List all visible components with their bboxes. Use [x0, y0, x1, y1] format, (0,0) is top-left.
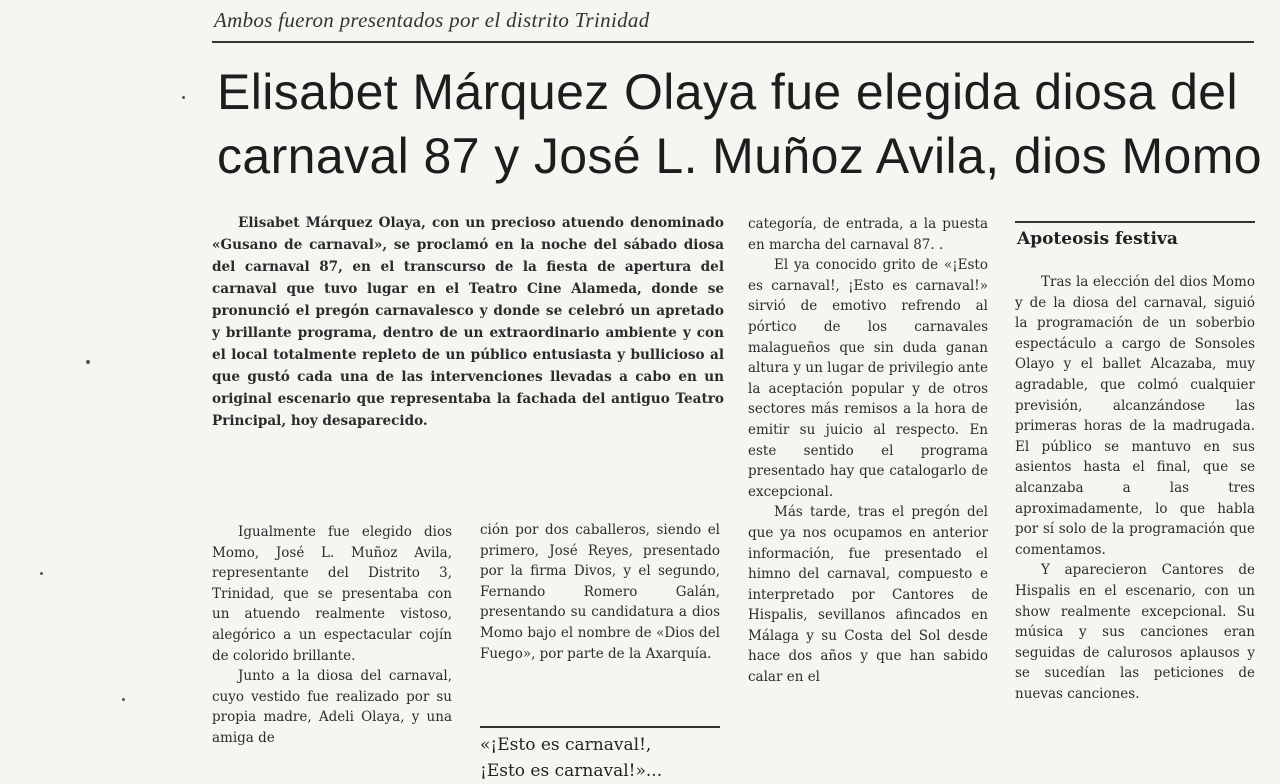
- column-d: [1015, 272, 1255, 704]
- headline-line-2: carnaval 87 y José L. Muñoz Avila, dios Momo: [217, 128, 1262, 184]
- headline-line-1: Elisabet Márquez Olaya fue elegida diosa del: [217, 64, 1238, 120]
- paper-speck: [86, 360, 90, 364]
- paper-speck: [182, 96, 185, 99]
- kicker-line: Ambos fueron presentados por el distrito Trinidad: [214, 8, 650, 32]
- lead-text: Elisabet Márquez Olaya, con un precioso atuendo denominado «Gusano de carnaval», se proclamó en la noche del sábado diosa del carnaval 87, en el transcurso de la fiesta de apertura del carnaval que tuvo lugar en el Teatro Cine Alameda, donde se pronunció el pregón carnavalesco y donde se celebró un apretado y brillante programa, dentro de un extraordinario ambiente y con el local totalmente repleto de un público entusiasta y bullicioso al que gustó cada una de las intervenciones llevadas a cabo en un original escenario que representaba la fachada del antiguo Teatro Principal, hoy desaparecido.: [212, 215, 724, 429]
- kicker-rule: [212, 41, 1254, 43]
- lead-paragraph: [212, 212, 724, 432]
- pullquote-line-1: «¡Esto es carnaval!,: [480, 735, 652, 755]
- column-d-paragraph-2: Y aparecieron Cantores de Hispalis en el escenario, con un show realmente excepcional. Su música y sus canciones eran seguidas de calurosos aplausos y se sucedían las peticiones de nuevas canciones.: [1015, 562, 1255, 702]
- column-a-paragraph-2: Junto a la diosa del carnaval, cuyo vestido fue realizado por su propia madre, Adeli Olaya, y una amiga de: [212, 668, 452, 746]
- column-c-paragraph-1: categoría, de entrada, a la puesta en marcha del carnaval 87. .: [748, 216, 988, 253]
- subhead: Apoteosis festiva: [1017, 229, 1178, 249]
- headline: [217, 60, 1267, 188]
- paper-speck: [40, 572, 43, 575]
- column-d-paragraph-1: Tras la elección del dios Momo y de la diosa del carnaval, siguió la programación de un soberbio espectáculo a cargo de Sonsoles Olayo y el ballet Alcazaba, muy agradable, que colmó cualquier previsión, alcanzándose las primeras horas de la madrugada. El público se mantuvo en sus asientos hasta el final, que se alcanzaba a las tres aproximadamente, lo que habla por sí solo de la programación que comentamos.: [1015, 274, 1255, 558]
- column-a: [212, 522, 452, 749]
- paper-speck: [122, 698, 125, 701]
- pullquote-rule: [480, 726, 720, 728]
- pullquote-line-2: ¡Esto es carnaval!»...: [480, 761, 663, 781]
- column-b: [480, 520, 720, 664]
- column-c-paragraph-3: Más tarde, tras el pregón del que ya nos ocupamos en anterior información, fue presentado el himno del carnaval, compuesto e interpretado por Cantores de Hispalis, sevillanos afincados en Málaga y su Costa del Sol desde hace dos años y que han sabido calar en el: [748, 504, 988, 686]
- column-c-paragraph-2: El ya conocido grito de «¡Esto es carnaval!, ¡Esto es carnaval!» sirvió de emotivo refrendo al pórtico de los carnavales malagueños que sin duda ganan altura y un lugar de privilegio ante la aceptación popular y de otros sectores más remisos a la hora de emitir su juicio al respecto. En este sentido el programa presentado hay que catalogarlo de excepcional.: [748, 257, 988, 500]
- pullquote: [480, 732, 725, 784]
- column-c: [748, 214, 988, 688]
- column-b-paragraph-1: ción por dos caballeros, siendo el primero, José Reyes, presentado por la firma Divos, y el segundo, Fernando Romero Galán, presentando su candidatura a dios Momo bajo el nombre de «Dios del Fuego», por parte de la Axarquía.: [480, 522, 720, 662]
- column-a-paragraph-1: Igualmente fue elegido dios Momo, José L. Muñoz Avila, representante del Distrito 3, Trinidad, que se presentaba con un atuendo realmente vistoso, alegórico a un espectacular cojín de colorido brillante.: [212, 524, 452, 664]
- subhead-rule: [1015, 221, 1255, 223]
